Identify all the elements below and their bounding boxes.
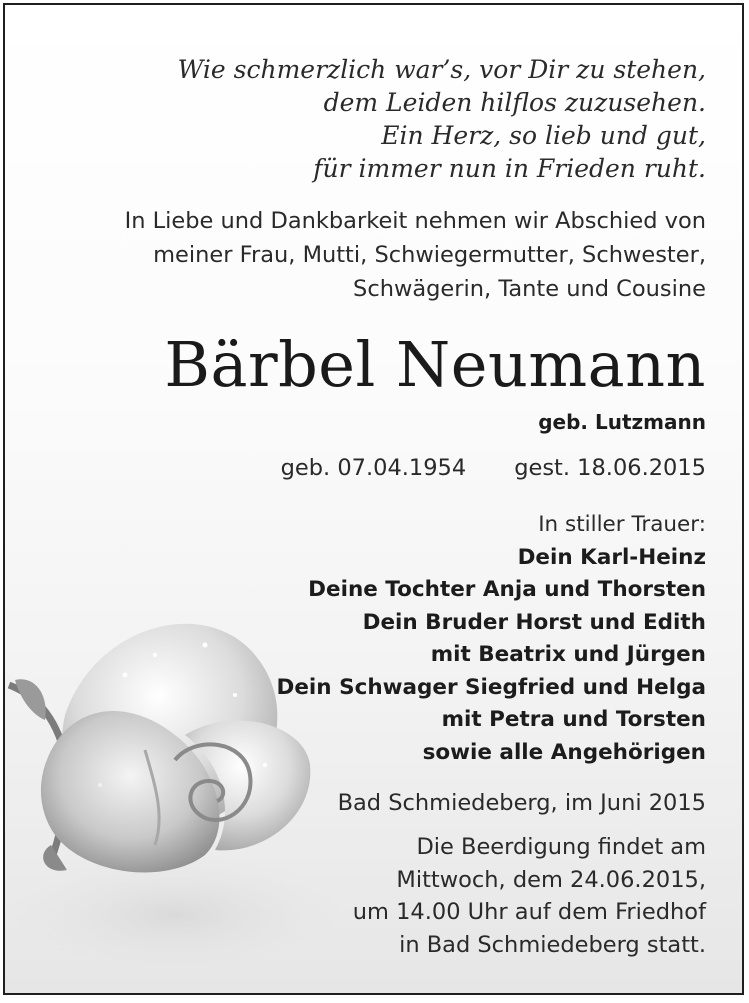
funeral-line: Mittwoch, dem 24.06.2015, — [396, 866, 706, 893]
mourner-name: Dein Schwager Siegfried und Helga — [276, 674, 706, 700]
intro-line: meiner Frau, Mutti, Schwiegermutter, Schwester, — [153, 242, 706, 268]
life-dates — [281, 452, 706, 484]
poem-line: für immer nun in Frieden ruht. — [313, 154, 706, 183]
mourners-list — [277, 509, 707, 769]
mourning-lead: In stiller Trauer: — [538, 512, 706, 537]
intro-line: In Liebe und Dankbarkeit nehmen wir Abschied von — [124, 208, 706, 234]
mourner-name: Dein Karl-Heinz — [517, 544, 706, 570]
mourner-name: Dein Bruder Horst und Edith — [362, 609, 706, 635]
funeral-line: um 14.00 Uhr auf dem Friedhof — [352, 899, 706, 925]
intro-line: Schwägerin, Tante und Cousine — [353, 276, 706, 302]
poem-line: Wie schmerzlich war’s, vor Dir zu stehen, — [177, 55, 706, 84]
obituary-notice — [3, 3, 744, 995]
birth-date: geb. 07.04.1954 — [280, 455, 467, 481]
farewell-intro — [125, 204, 706, 306]
mourner-name: mit Petra und Torsten — [441, 707, 706, 732]
poem-line: dem Leiden hilflos zuzusehen. — [323, 88, 706, 117]
funeral-details — [353, 831, 706, 961]
poem-verse — [178, 53, 706, 185]
death-date: gest. 18.06.2015 — [514, 455, 706, 481]
funeral-line: Die Beerdigung findet am — [416, 834, 706, 860]
birth-name: geb. Lutzmann — [538, 410, 706, 434]
funeral-line: in Bad Schmiedeberg statt. — [399, 931, 706, 958]
mourner-name: Deine Tochter Anja und Thorsten — [308, 577, 706, 602]
mourner-name: mit Beatrix und Jürgen — [430, 642, 706, 667]
mourner-name: sowie alle Angehörigen — [422, 739, 706, 765]
deceased-name: Bärbel Neumann — [164, 328, 706, 401]
poem-line: Ein Herz, so lieb und gut, — [381, 121, 706, 150]
place-and-date: Bad Schmiedeberg, im Juni 2015 — [337, 790, 706, 816]
